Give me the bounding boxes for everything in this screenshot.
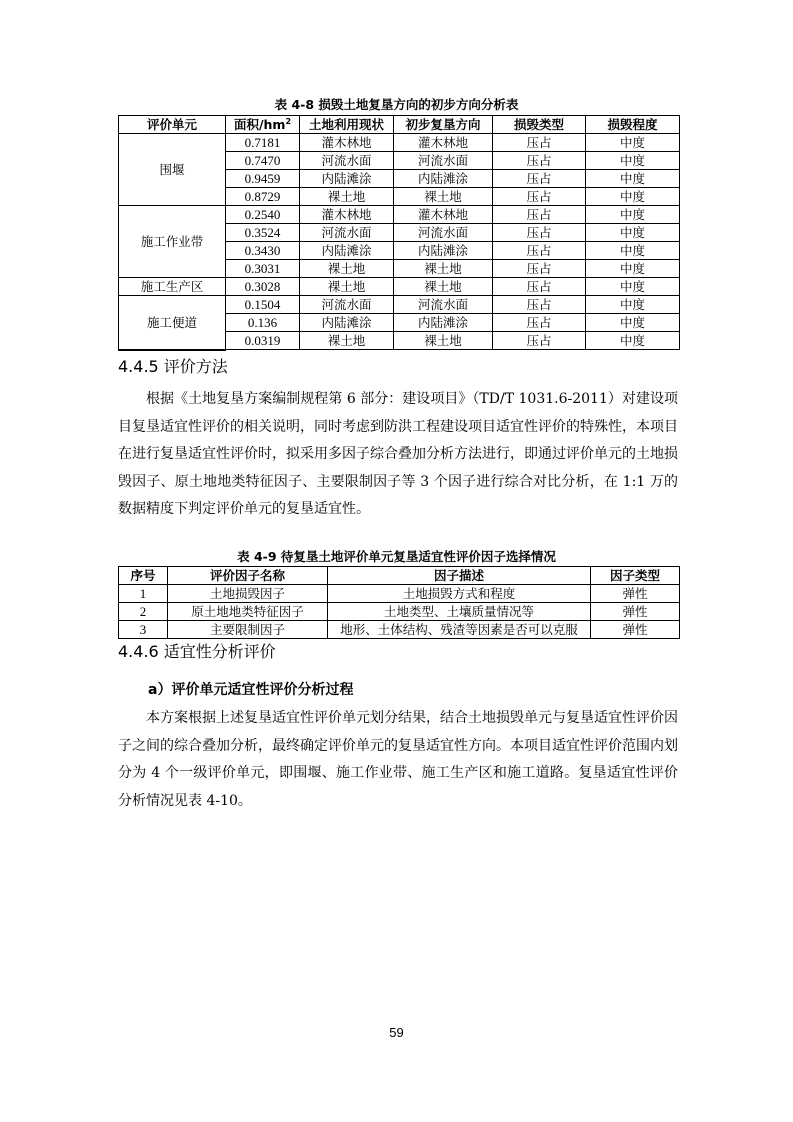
table-4-9-caption: 表 4-9 待复垦土地评价单元复垦适宜性评价因子选择情况 (237, 549, 556, 564)
damage-type-cell: 压占 (493, 188, 586, 206)
page-number: 59 (389, 1025, 404, 1040)
table-4-9 (118, 566, 680, 639)
table-4-8-caption: 表 4-8 损毁土地复垦方向的初步方向分析表 (274, 97, 519, 112)
damage-type-cell: 压占 (493, 278, 586, 296)
reclaim-direction-cell: 裸土地 (394, 332, 493, 350)
section-4-4-6-subheading: a）评价单元适宜性评价分析过程 (148, 682, 354, 698)
damage-type-cell: 压占 (493, 152, 586, 170)
section-4-4-6-paragraph: 本方案根据上述复垦适宜性评价单元划分结果，结合土地损毁单元与复垦适宜性评价因子之间的综合叠加分析，最终确定评价单元的复垦适宜性方向。本项目适宜性评价范围内划分为 4 个一级评价单元，即围堰、施工作业带、施工生产区和施工道路。复垦适宜性评价分析情况见表 4-10。 (118, 710, 678, 809)
damage-degree-cell: 中度 (586, 152, 680, 170)
reclaim-direction-cell: 河流水面 (394, 152, 493, 170)
damage-type-cell: 压占 (493, 206, 586, 224)
factor-type-cell: 弹性 (591, 621, 680, 639)
current-use-cell: 内陆滩涂 (300, 242, 394, 260)
current-use-cell: 灌木林地 (300, 134, 394, 152)
damage-degree-cell: 中度 (586, 188, 680, 206)
current-use-cell: 裸土地 (300, 188, 394, 206)
factor-desc-cell: 地形、土体结构、残渣等因素是否可以克服 (328, 621, 591, 639)
area-cell: 0.9459 (226, 170, 300, 188)
table-row (119, 296, 680, 314)
current-use-cell: 内陆滩涂 (300, 314, 394, 332)
reclaim-direction-cell: 裸土地 (394, 278, 493, 296)
current-use-cell: 河流水面 (300, 224, 394, 242)
area-cell: 0.8729 (226, 188, 300, 206)
area-cell: 0.3430 (226, 242, 300, 260)
damage-degree-cell: 中度 (586, 134, 680, 152)
eval-unit-cell: 围堰 (119, 134, 226, 206)
table-row (119, 278, 680, 296)
reclaim-direction-cell: 灌木林地 (394, 206, 493, 224)
reclaim-direction-cell: 裸土地 (394, 188, 493, 206)
current-use-cell: 裸土地 (300, 332, 394, 350)
col-header-area: 面积$/hm^2$ (226, 116, 300, 134)
table-row (119, 603, 680, 621)
damage-degree-cell: 中度 (586, 260, 680, 278)
current-use-cell: 裸土地 (300, 278, 394, 296)
reclaim-direction-cell: 河流水面 (394, 296, 493, 314)
damage-type-cell: 压占 (493, 332, 586, 350)
damage-type-cell: 压占 (493, 134, 586, 152)
table-4-8 (118, 115, 680, 351)
damage-type-cell: 压占 (493, 170, 586, 188)
damage-degree-cell: 中度 (586, 332, 680, 350)
damage-degree-cell: 中度 (586, 278, 680, 296)
area-cell: 0.7181 (226, 134, 300, 152)
col-header-no: 序号 (119, 567, 168, 585)
table-row (119, 585, 680, 603)
table-4-9-body (119, 585, 680, 639)
current-use-cell: 河流水面 (300, 296, 394, 314)
section-4-4-5-heading: 4.4.5 评价方法 (118, 357, 228, 376)
area-cell: 0.3028 (226, 278, 300, 296)
col-header-factor-name: 评价因子名称 (168, 567, 328, 585)
eval-unit-cell: 施工生产区 (119, 278, 226, 296)
factor-no-cell: 2 (119, 603, 168, 621)
damage-degree-cell: 中度 (586, 206, 680, 224)
eval-unit-cell: 施工便道 (119, 296, 226, 350)
factor-type-cell: 弹性 (591, 603, 680, 621)
factor-desc-cell: 土地损毁方式和程度 (328, 585, 591, 603)
factor-name-cell: 原土地地类特征因子 (168, 603, 328, 621)
damage-type-cell: 压占 (493, 296, 586, 314)
current-use-cell: 河流水面 (300, 152, 394, 170)
col-header-reclaim-direction: 初步复垦方向 (394, 116, 493, 134)
damage-degree-cell: 中度 (586, 296, 680, 314)
table-row (119, 206, 680, 224)
reclaim-direction-cell: 裸土地 (394, 260, 493, 278)
table-row (119, 621, 680, 639)
area-cell: 0.3031 (226, 260, 300, 278)
factor-no-cell: 3 (119, 621, 168, 639)
damage-type-cell: 压占 (493, 314, 586, 332)
factor-no-cell: 1 (119, 585, 168, 603)
section-4-4-5-paragraph: 根据《土地复垦方案编制规程第 6 部分：建设项目》（TD/T 1031.6-2011）对建设项目复垦适宜性评价的相关说明，同时考虑到防洪工程建设项目适宜性评价的特殊性，本项目在进行复垦适宜性评价时，拟采用多因子综合叠加分析方法进行，即通过评价单元的土地损毁因子、原土地地类特征因子、主要限制因子等 3 个因子进行综合对比分析，在 1:1 万的数据精度下判定评价单元的复垦适宜性。 (118, 391, 678, 517)
col-header-damage-degree: 损毁程度 (586, 116, 680, 134)
section-4-4-6-heading: 4.4.6 适宜性分析评价 (118, 642, 276, 661)
reclaim-direction-cell: 内陆滩涂 (394, 170, 493, 188)
area-cell: 0.136 (226, 314, 300, 332)
area-cell: 0.7470 (226, 152, 300, 170)
col-header-factor-type: 因子类型 (591, 567, 680, 585)
damage-degree-cell: 中度 (586, 224, 680, 242)
table-row (119, 134, 680, 152)
area-cell: 0.0319 (226, 332, 300, 350)
table-4-9-header-row (119, 567, 680, 585)
reclaim-direction-cell: 灌木林地 (394, 134, 493, 152)
col-header-current-use: 土地利用现状 (300, 116, 394, 134)
reclaim-direction-cell: 内陆滩涂 (394, 242, 493, 260)
eval-unit-cell: 施工作业带 (119, 206, 226, 278)
table-4-8-header-row (119, 116, 680, 134)
damage-type-cell: 压占 (493, 242, 586, 260)
damage-type-cell: 压占 (493, 260, 586, 278)
damage-degree-cell: 中度 (586, 242, 680, 260)
reclaim-direction-cell: 内陆滩涂 (394, 314, 493, 332)
damage-degree-cell: 中度 (586, 170, 680, 188)
col-header-unit: 评价单元 (119, 116, 226, 134)
factor-desc-cell: 土地类型、土壤质量情况等 (328, 603, 591, 621)
area-cell: 0.2540 (226, 206, 300, 224)
reclaim-direction-cell: 河流水面 (394, 224, 493, 242)
area-cell: 0.1504 (226, 296, 300, 314)
factor-type-cell: 弹性 (591, 585, 680, 603)
damage-degree-cell: 中度 (586, 314, 680, 332)
col-header-factor-desc: 因子描述 (328, 567, 591, 585)
current-use-cell: 内陆滩涂 (300, 170, 394, 188)
col-header-damage-type: 损毁类型 (493, 116, 586, 134)
current-use-cell: 灌木林地 (300, 206, 394, 224)
table-4-8-body (119, 134, 680, 350)
factor-name-cell: 土地损毁因子 (168, 585, 328, 603)
area-cell: 0.3524 (226, 224, 300, 242)
damage-type-cell: 压占 (493, 224, 586, 242)
factor-name-cell: 主要限制因子 (168, 621, 328, 639)
current-use-cell: 裸土地 (300, 260, 394, 278)
